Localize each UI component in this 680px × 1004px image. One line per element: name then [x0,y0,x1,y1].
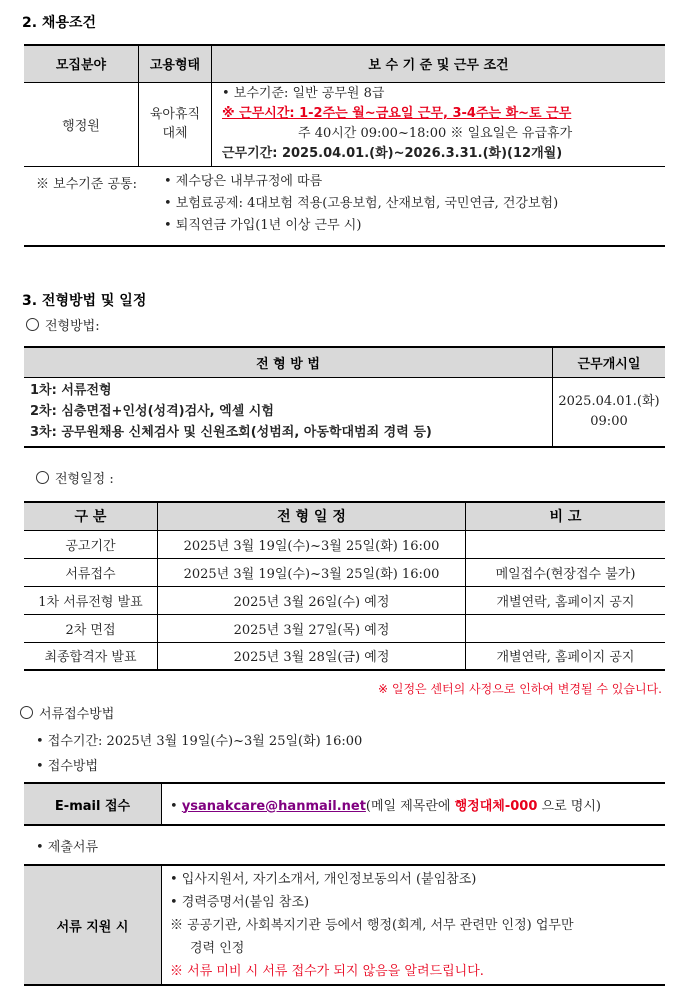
schedule-label-line [36,468,114,487]
email-cell [162,783,666,825]
schedule-date: 2025년 3월 27일(목) 예정 [158,614,466,642]
submission-label-line [20,703,114,722]
schedule-date: 2025년 3월 26일(수) 예정 [158,586,466,614]
table-row [24,558,665,586]
documents-warning: ※ 서류 미비 시 서류 접수가 되지 않음을 알려드립니다. [170,963,484,979]
start-date-cell [553,377,666,447]
schedule-date: 2025년 3월 19일(수)~3월 25일(화) 16:00 [158,558,466,586]
method-steps [24,377,553,447]
header-note: 비 고 [466,502,666,530]
table-row [24,642,665,670]
submission-label: 서류접수방법 [39,707,115,722]
schedule-category: 2차 면접 [24,614,158,642]
common-item: • 보험료공제: 4대보험 적용(고용보험, 산재보험, 국민연금, 건강보험) [164,195,559,211]
method-label: 전형방법: [45,319,100,334]
circle-icon [36,471,49,484]
document-item: • 입사지원서, 자기소개서, 개인정보동의서 (붙임참조) [170,871,477,887]
start-date: 2025.04.01.(화) [558,393,660,409]
method-step: 1차: 서류전형 [30,383,112,399]
email-text-a: (메일 제목란에 [365,798,455,814]
header-schedule: 전 형 일 정 [158,502,466,530]
header-field: 모집분야 [24,45,139,82]
conditions-cell [212,82,666,166]
documents-label: • 제출서류 [36,840,99,855]
method-step: 3차: 공무원채용 신체검사 및 신원조회(성범죄, 아동학대범죄 경력 등) [30,425,432,441]
documents-table [24,864,665,986]
schedule-table [24,501,665,671]
schedule-note: 메일접수(현장접수 불가) [466,558,666,586]
schedule-label: 전형일정 : [55,472,114,487]
email-text-b: 으로 명시) [537,798,601,814]
schedule-notice: ※ 일정은 센터의 사정으로 인하여 변경될 수 있습니다. [377,682,662,696]
schedule-note [466,614,666,642]
method-step: 2차: 심층면접+인성(성격)검사, 엑셀 시험 [30,404,274,420]
email-link[interactable]: ysanakcare@hanmail.net [181,798,366,814]
schedule-category: 서류접수 [24,558,158,586]
email-table [24,782,665,826]
document-item: 경력 인정 [190,940,245,956]
common-item: • 제수당은 내부규정에 따름 [164,173,323,189]
circle-icon [20,706,33,719]
circle-icon [26,318,39,331]
common-label: ※ 보수기준 공통: [36,176,137,192]
table-row [24,614,665,642]
header-conditions: 보 수 기 준 및 근무 조건 [212,45,666,82]
table-row [24,530,665,558]
work-hours: ※ 근무시간: 1-2주는 월~금요일 근무, 3-4주는 화~토 근무 [222,106,572,121]
schedule-category: 1차 서류전형 발표 [24,586,158,614]
start-time: 09:00 [590,413,628,429]
header-method: 전 형 방 법 [24,347,553,377]
salary-basis: • 보수기준: 일반 공무원 8급 [222,86,385,101]
submission-period: • 접수기간: 2025년 3월 19일(수)~3월 25일(화) 16:00 [36,734,363,749]
schedule-note: 개별연락, 홈페이지 공지 [496,650,635,666]
header-employment: 고용형태 [139,45,212,82]
method-table [24,346,665,448]
table-row [24,586,665,614]
work-hours-detail: 주 40시간 09:00~18:00 ※ 일요일은 유급휴가 [298,126,573,141]
header-category: 구 분 [24,502,158,530]
bullet: • [170,798,182,814]
work-period: 근무기간: 2025.04.01.(화)~2026.3.31.(화)(12개월) [222,146,563,161]
documents-header: 서류 지원 시 [24,865,162,985]
schedule-date: 2025년 3월 28일(금) 예정 [158,642,466,670]
email-label: E-mail 접수 [24,783,162,825]
schedule-note: 개별연락, 홈페이지 공지 [466,586,666,614]
documents-cell [162,865,666,985]
common-item: • 퇴직연금 가입(1년 이상 근무 시) [164,217,362,233]
document-item: • 경력증명서(붙임 참조) [170,894,310,910]
schedule-date: 2025년 3월 19일(수)~3월 25일(화) 16:00 [158,530,466,558]
document-item: ※ 공공기관, 사회복지기관 등에서 행정(회계, 서무 관련만 인정) 업무만 [170,917,574,933]
field-cell: 행정원 [24,82,139,166]
schedule-category: 공고기간 [24,530,158,558]
schedule-category: 최종합격자 발표 [24,642,158,670]
schedule-note [466,530,666,558]
section2-title: 2. 채용조건 [22,15,97,31]
method-label-line [26,315,100,334]
email-subject: 행정대체-000 [454,798,538,814]
section3-title: 3. 전형방법 및 일정 [22,293,147,309]
employment-cell: 육아휴직 대체 [139,82,212,166]
submission-method: • 접수방법 [36,759,99,774]
header-start-date: 근무개시일 [553,347,666,377]
conditions-table [24,44,665,247]
